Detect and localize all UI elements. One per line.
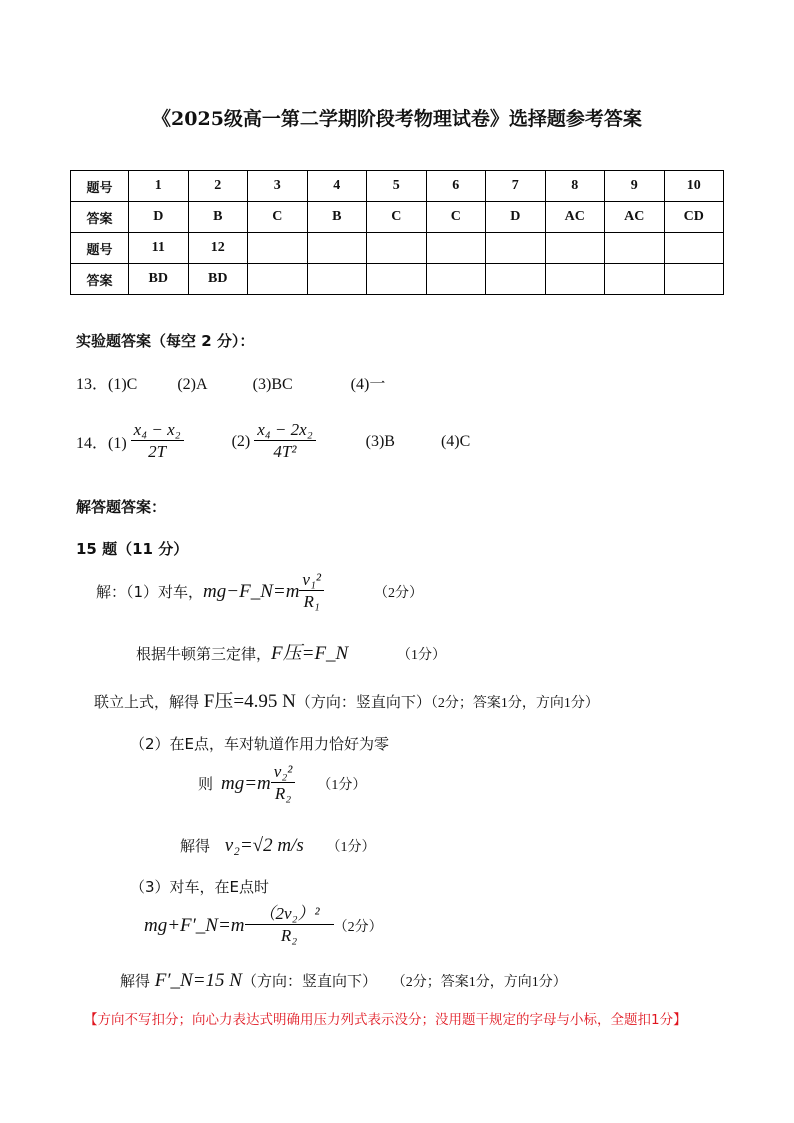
q13-number: 13． [76, 376, 109, 393]
table-cell [545, 233, 605, 264]
table-cell: 6 [426, 171, 486, 202]
equation: F′_N=15 N [154, 970, 242, 991]
row-label: 题号 [71, 171, 129, 202]
table-cell: 9 [605, 171, 665, 202]
equation: F压=F_N [271, 643, 349, 664]
table-cell [605, 264, 665, 295]
equation: v₂=√2 m/s [224, 835, 304, 856]
table-cell: B [188, 202, 248, 233]
q15-line4: （2）在E点，车对轨道作用力恰好为零 [130, 735, 390, 753]
q15-line7: （3）对车，在E点时 [130, 878, 270, 896]
q13-a4: (4)一 [350, 376, 386, 393]
table-cell [664, 264, 724, 295]
table-cell: AC [545, 202, 605, 233]
q15-heading: 15 题（11 分） [76, 540, 189, 558]
table-cell [545, 264, 605, 295]
table-cell: 5 [367, 171, 427, 202]
q14-line [76, 420, 470, 463]
q15-line2 [136, 638, 446, 665]
table-cell [426, 233, 486, 264]
fraction [271, 762, 296, 805]
points: （1分） [397, 648, 447, 663]
numerator: v₂² [271, 762, 296, 783]
points: （2分；答案1分，方向1分） [430, 696, 599, 711]
page-title: 《2025级高一第二学期阶段考物理试卷》选择题参考答案 [152, 108, 642, 130]
table-cell [664, 233, 724, 264]
table-cell [367, 264, 427, 295]
q15-line9 [120, 970, 567, 992]
direction: （方向：竖直向下） [241, 972, 377, 990]
table-cell [426, 264, 486, 295]
points: （2分） [333, 919, 383, 935]
table-cell [367, 233, 427, 264]
table-cell: C [367, 202, 427, 233]
table-cell: 10 [664, 171, 724, 202]
line-prefix: 联立上式，解得 [94, 693, 200, 711]
q15-line6 [180, 835, 376, 857]
q15-line3 [94, 686, 599, 713]
equation: mg=m [221, 772, 271, 794]
table-cell: BD [129, 264, 189, 295]
q14-part2-label: (2) [231, 432, 251, 450]
table-cell: D [486, 202, 546, 233]
denominator: R₂ [274, 784, 292, 803]
numerator: v₁² [299, 570, 324, 591]
line-prefix: 解得 [180, 837, 211, 855]
table-cell: BD [188, 264, 248, 295]
line-prefix: 根据牛顿第三定律， [136, 645, 272, 663]
solve-heading: 解答题答案： [76, 498, 167, 516]
row-label: 答案 [71, 202, 129, 233]
line-prefix: 解：（1）对车， [96, 583, 204, 601]
table-cell: CD [664, 202, 724, 233]
q14-a3: (3)B [365, 432, 395, 450]
table-cell: AC [605, 202, 665, 233]
numerator: x₄ − 2x₂ [254, 420, 315, 441]
table-row [71, 264, 724, 295]
table-cell: D [129, 202, 189, 233]
q14-a4: (4)C [440, 432, 471, 450]
table-cell: 1 [129, 171, 189, 202]
table-row [71, 233, 724, 264]
q13-a1: (1)C [108, 376, 138, 393]
table-cell [307, 264, 367, 295]
table-cell: 12 [188, 233, 248, 264]
table-cell: 2 [188, 171, 248, 202]
table-cell: 11 [129, 233, 189, 264]
q15-line1 [96, 570, 423, 613]
row-label: 答案 [71, 264, 129, 295]
choice-answer-table [70, 170, 724, 295]
table-cell [486, 233, 546, 264]
numerator: （2v₂）² [245, 904, 334, 925]
table-cell [248, 264, 308, 295]
points: （1分） [326, 840, 376, 855]
table-cell: 7 [486, 171, 546, 202]
q14-fraction-2 [254, 420, 315, 463]
table-cell: C [248, 202, 308, 233]
points: （2分） [373, 585, 423, 601]
experiment-heading: 实验题答案（每空 2 分）： [76, 332, 255, 350]
numerator: x₄ − x₂ [131, 420, 184, 441]
denominator: 4T² [273, 442, 297, 461]
points: （2分；答案1分，方向1分） [391, 975, 567, 990]
table-cell [486, 264, 546, 295]
q15-line8 [144, 904, 383, 947]
q15-line5 [198, 762, 366, 805]
table-cell [248, 233, 308, 264]
q14-number: 14．(1) [76, 435, 127, 452]
table-cell: C [426, 202, 486, 233]
table-row [71, 202, 724, 233]
fraction [299, 570, 324, 613]
table-cell [307, 233, 367, 264]
table-cell [605, 233, 665, 264]
table-cell: B [307, 202, 367, 233]
line-prefix: 则 [198, 775, 214, 793]
denominator: 2T [148, 442, 167, 461]
row-label: 题号 [71, 233, 129, 264]
table-row [71, 171, 724, 202]
q13-line [76, 371, 385, 394]
points: （1分） [317, 777, 367, 793]
equation: mg−F_N=m [203, 580, 300, 602]
table-cell: 3 [248, 171, 308, 202]
equation: mg+F′_N=m [144, 914, 245, 936]
equation: F压=4.95 N [203, 691, 296, 712]
grading-note: 【方向不写扣分；向心力表达式明确用压力列式表示没分；没用题干规定的字母与小标，全题扣1分】 [84, 1012, 687, 1028]
direction: （方向：竖直向下） [295, 693, 431, 711]
fraction [245, 904, 334, 947]
line-prefix: 解得 [120, 972, 151, 990]
q14-fraction-1 [131, 420, 184, 463]
q13-a3: (3)BC [252, 376, 293, 393]
q13-a2: (2)A [177, 376, 207, 393]
table-cell: 8 [545, 171, 605, 202]
denominator: R₁ [303, 592, 320, 611]
denominator: R₂ [280, 926, 298, 945]
table-cell: 4 [307, 171, 367, 202]
